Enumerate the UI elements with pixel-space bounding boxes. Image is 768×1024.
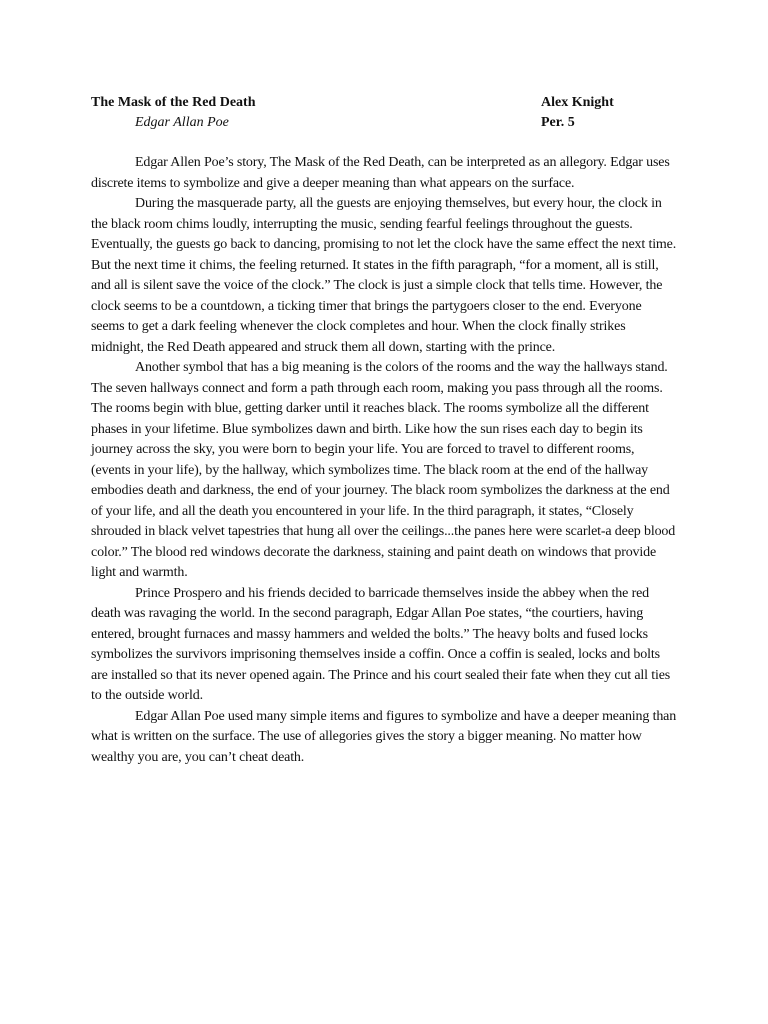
header-row-1 bbox=[91, 93, 677, 113]
paragraph-conclusion: Edgar Allan Poe used many simple items and figures to symbolize and have a deeper meaning than what is written on the surface. The use of allegories gives the story a bigger meaning. No matter how wealthy you are, you can’t cheat death. bbox=[91, 708, 677, 765]
document-page bbox=[91, 93, 677, 768]
header-row-2 bbox=[91, 113, 677, 133]
paragraph-rooms: Another symbol that has a big meaning is the colors of the rooms and the way the hallways stand. The seven hallways connect and form a path through each room, making you pass through all the rooms. The rooms begin with blue, getting darker until it reaches black. The rooms symbolize all the different phases in your lifetime. Blue symbolizes dawn and birth. Like how the sun rises each day to begin its journey across the sky, you were born to begin your life. You are forced to travel to different rooms, (events in your life), by the hallway, which symbolizes time. The black room at the end of the hallway embodies death and darkness, the end of your journey. The black room symbolizes the darkness at the end of your life, and all the death you encountered in your life. In the third paragraph, it states, “Closely shrouded in black velvet tapestries that hung all over the ceilings...the panes here were scarlet-a deep blood color.” The blood red windows decorate the darkness, staining and paint death on windows that provide light and warmth. bbox=[91, 360, 676, 580]
paragraph-abbey: Prince Prospero and his friends decided to barricade themselves inside the abbey when the red death was ravaging the world. In the second paragraph, Edgar Allan Poe states, “the courtiers, having entered, brought furnaces and massy hammers and welded the bolts.” The heavy bolts and fused locks symbolizes the survivors imprisoning themselves inside a coffin. Once a coffin is sealed, locks and bolts are installed so that its never opened again. The Prince and his court sealed their fate when they cut all ties to the outside world. bbox=[91, 585, 671, 703]
paragraph-intro: Edgar Allen Poe’s story, The Mask of the Red Death, can be interpreted as an allegory. Edgar uses discrete items to symbolize and give a deeper meaning than what appears on the surface. bbox=[91, 155, 670, 191]
paragraph-clock: During the masquerade party, all the guests are enjoying themselves, but every hour, the clock in the black room chims loudly, interrupting the music, sending fearful feelings throughout the guests. Eventually, the guests go back to dancing, promising to not let the clock have the same effect the next time. But the next time it chims, the feeling returned. It states in the fifth paragraph, “for a moment, all is still, and all is silent save the voice of the clock.” The clock is just a simple clock that tells time. However, the clock seems to be a countdown, a ticking timer that brings the partygoers closer to the end. Everyone seems to get a dark feeling whenever the clock completes and hour. When the clock finally strikes midnight, the Red Death appeared and struck them all down, starting with the prince. bbox=[91, 196, 677, 355]
essay-title: The Mask of the Red Death bbox=[91, 95, 256, 110]
source-author: Edgar Allan Poe bbox=[135, 115, 229, 130]
essay-body bbox=[91, 153, 677, 768]
class-period: Per. 5 bbox=[541, 115, 575, 130]
student-name: Alex Knight bbox=[541, 95, 614, 110]
